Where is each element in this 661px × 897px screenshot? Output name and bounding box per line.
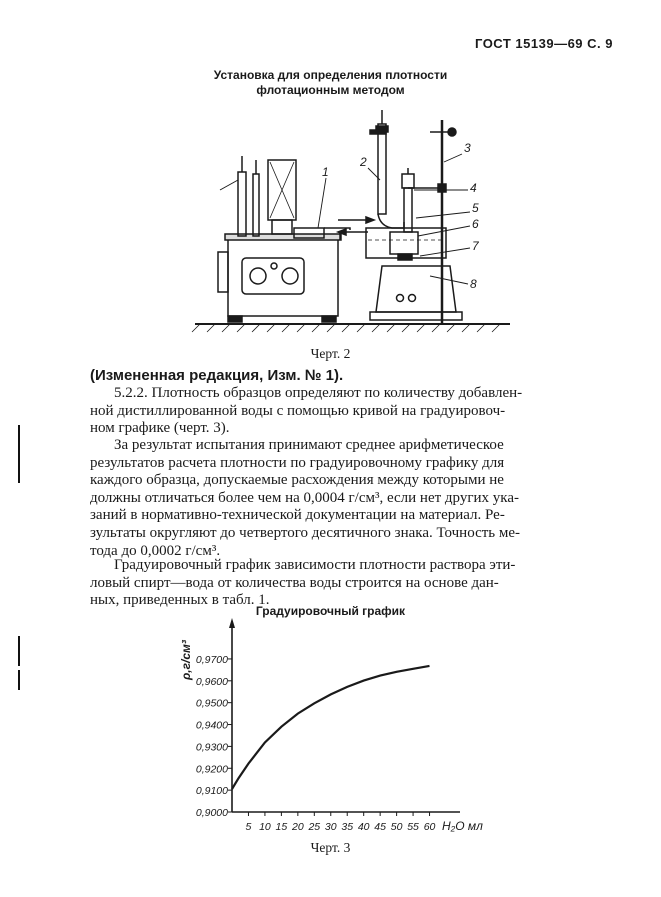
chart-title: Градуировочный график: [255, 604, 406, 618]
text-line: зультаты округляют до четвертого десятичного знака. Точность ме-: [90, 524, 521, 541]
x-tick-label: 40: [357, 821, 370, 833]
callout-8: 8: [470, 277, 477, 291]
figure3-caption: Черт. 3: [310, 840, 351, 855]
x-tick-label: 60: [423, 821, 436, 833]
x-tick-label: 35: [341, 821, 354, 833]
margin-revision-mark: [18, 670, 20, 690]
callout-4: 4: [470, 181, 477, 195]
y-axis-arrow: [229, 618, 235, 628]
paragraph-5-2-2: [90, 385, 560, 438]
callout-6: 6: [472, 217, 479, 231]
standard-header: ГОСТ 15139—69 С. 9: [475, 36, 613, 51]
x-tick-label: 50: [390, 821, 403, 833]
text-line: Градуировочный график зависимости плотности раствора эти-: [114, 557, 516, 573]
y-tick-label: 0,9400: [195, 719, 228, 732]
y-tick-label: 0,9300: [195, 741, 228, 754]
bath-thermometer: [402, 168, 414, 232]
text-line: ном графике (черт. 3).: [90, 420, 230, 437]
paragraph-graph: [90, 557, 560, 610]
amendment-note: (Измененная редакция, Изм. № 1).: [90, 367, 344, 384]
text-line: ных, приведенных в табл. 1.: [90, 592, 270, 609]
margin-revision-mark: [18, 425, 20, 483]
text-line: заний в нормативно-технической документации на материал. Ре-: [90, 507, 505, 524]
calibration-chart: [160, 618, 500, 836]
x-tick-label: 20: [292, 821, 304, 833]
x-tick-label: 15: [275, 821, 288, 833]
y-tick-label: 0,9000: [195, 807, 228, 819]
text-line: должны отличаться более чем на 0,0004 г/см³, если нет других ука-: [90, 489, 520, 506]
text-line: каждого образца, допускаемые расхождения между которыми не: [90, 472, 504, 489]
text-line: тода до 0,0002 г/см³.: [90, 542, 221, 559]
callout-5: 5: [472, 201, 479, 215]
series-line-calibration: [232, 666, 430, 789]
x-tick-label: 5: [245, 821, 252, 833]
text-line: ной дистиллированной воды с помощью кривой на градуировоч-: [90, 402, 506, 419]
text-line: 5.2.2. Плотность образцов определяют по количеству добавлен-: [114, 385, 523, 401]
callout-3: 3: [464, 141, 471, 155]
floor-hatching: [192, 324, 500, 332]
y-tick-label: 0,9500: [195, 697, 228, 710]
x-tick-label: 25: [308, 821, 321, 833]
x-tick-label: 30: [324, 821, 337, 833]
margin-revision-mark: [18, 636, 20, 666]
y-tick-label: 0,9200: [195, 763, 228, 776]
burette: [376, 110, 404, 228]
y-tick-label: 0,9700: [195, 653, 228, 666]
thermostat: [218, 156, 341, 322]
x-axis-label: H₂O мл: [442, 819, 483, 833]
x-tick-label: 45: [374, 821, 386, 833]
x-tick-label: 10: [259, 821, 271, 833]
stand: [370, 120, 456, 324]
callout-1: 1: [322, 165, 329, 179]
figure2-title-line1: Установка для определения плотности: [213, 68, 448, 82]
paragraph-result: [90, 437, 560, 560]
y-tick-label: 0,9100: [195, 785, 228, 798]
figure2-title-line2: флотационным методом: [256, 83, 405, 97]
apparatus-drawing: [190, 100, 550, 340]
callout-7: 7: [472, 239, 479, 253]
text-line: За результат испытания принимают среднее арифметическое: [114, 437, 504, 453]
callout-2: 2: [360, 155, 367, 169]
text-line: результатов расчета плотности по градуировочному графику для: [90, 454, 505, 471]
magnetic-stirrer: [370, 266, 462, 320]
y-axis-label: ρ,г/см³: [179, 640, 193, 680]
x-tick-label: 55: [407, 821, 419, 833]
text-line: ловый спирт—вода от количества воды строится на основе дан-: [90, 574, 499, 591]
callout-leaders: [318, 154, 470, 284]
y-tick-label: 0,9600: [195, 675, 228, 688]
figure2-caption: Черт. 2: [310, 346, 351, 361]
